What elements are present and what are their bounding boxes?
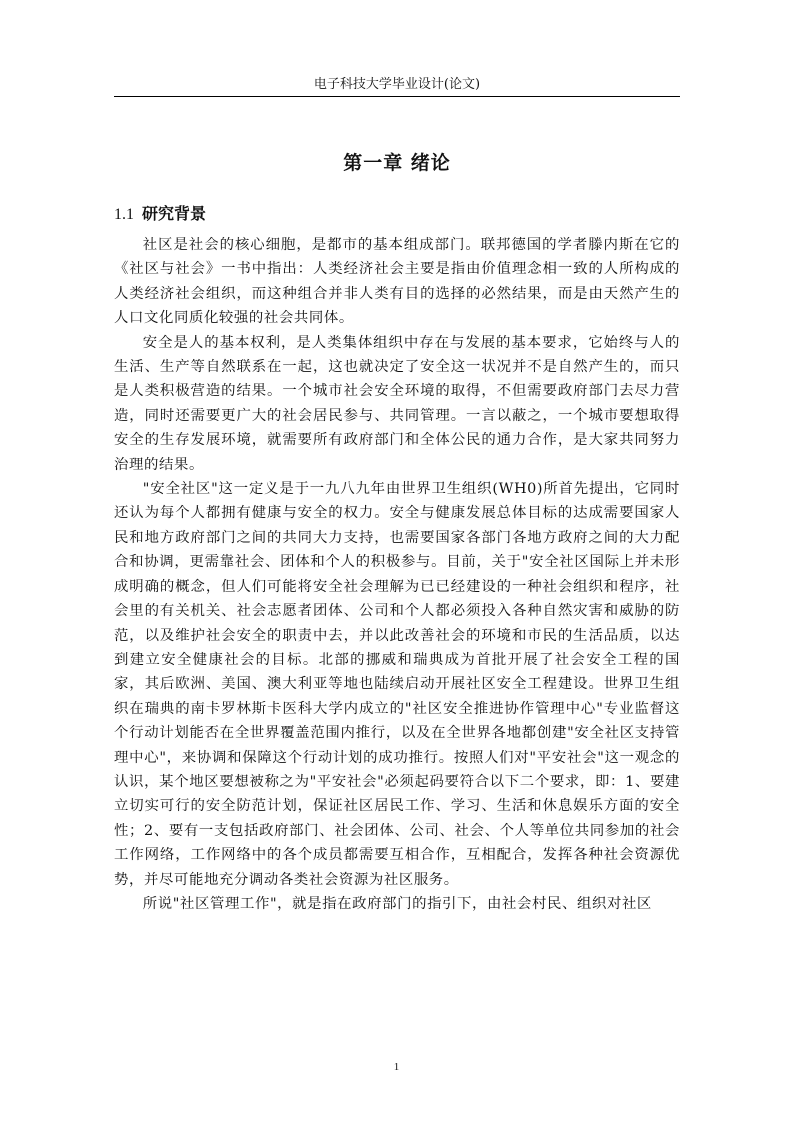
section-number: 1.1 bbox=[114, 206, 134, 223]
body-text bbox=[114, 233, 680, 916]
paragraph: "安全社区"这一定义是于一九八九年由世界卫生组织(WH0)所首先提出，它同时还认为每个人都拥有健康与安全的权力。安全与健康发展总体目标的达成需要国家人民和地方政府部门之间的共同大力支持，也需要国家各部门各地方政府之间的大力配合和协调，更需靠社会、团体和个人的积极参与。目前，关于"安全社区国际上并未形成明确的概念，但人们可能将安全社会理解为已已经建设的一种社会组织和程序，社会里的有关机关、社会志愿者团体、公司和个人都必须投入各种自然灾害和威胁的防范，以及维护社会安全的职责中去，并以此改善社会的环境和市民的生活品质，以达到建立安全健康社会的目标。北部的挪威和瑞典成为首批开展了社会安全工程的国家，其后欧洲、美国、澳大利亚等地也陆续启动开展社区安全工程建设。世界卫生组织在瑞典的南卡罗林斯卡医科大学内成立的"社区安全推进协作管理中心"专业监督这个行动计划能否在全世界覆盖范围内推行，以及在全世界各地都创建"安全社区支持管理中心"，来协调和保障这个行动计划的成功推行。按照人们对"平安社会"这一观念的认识，某个地区要想被称之为"平安社会"必须起码要符合以下二个要求，即：1、要建立切实可行的安全防范计划，保证社区居民工作、学习、生活和休息娱乐方面的安全性；2、要有一支包括政府部门、社会团体、公司、社会、个人等单位共同参加的社会工作网络，工作网络中的各个成员都需要互相合作，互相配合，发挥各种社会资源优势，并尽可能地充分调动各类社会资源为社区服务。 bbox=[114, 481, 680, 888]
paragraph: 社区是社会的核心细胞，是都市的基本组成部门。联邦德国的学者滕内斯在它的《社区与社会》一书中指出：人类经济社会主要是指由价值理念相一致的人所构成的人类经济社会组织，而这种组合并非人类有目的选择的必然结果，而是由天然产生的人口文化同质化较强的社会共同体。 bbox=[114, 237, 680, 327]
section-title: 研究背景 bbox=[142, 204, 207, 223]
page-number: 1 bbox=[393, 1061, 400, 1073]
paragraph: 安全是人的基本权利，是人类集体组织中存在与发展的基本要求，它始终与人的生活、生产等自然联系在一起，这也就决定了安全这一状况并不是自然产生的，而只是人类积极营造的结果。一个城市社会安全环境的取得，不但需要政府部门去尽力营造，同时还需要更广大的社会居民参与、共同管理。一言以蔽之，一个城市要想取得安全的生存发展环境，就需要所有政府部门和全体公民的通力合作，是大家共同努力治理的结果。 bbox=[114, 334, 680, 473]
header-rule bbox=[114, 96, 680, 97]
chapter-title: 第一章 绪论 bbox=[343, 152, 451, 174]
section-heading bbox=[114, 201, 206, 224]
page-header: 电子科技大学毕业设计(论文) bbox=[313, 77, 481, 92]
paragraph: 所说"社区管理工作"，就是指在政府部门的指引下，由社会村民、组织对社区 bbox=[142, 895, 652, 912]
